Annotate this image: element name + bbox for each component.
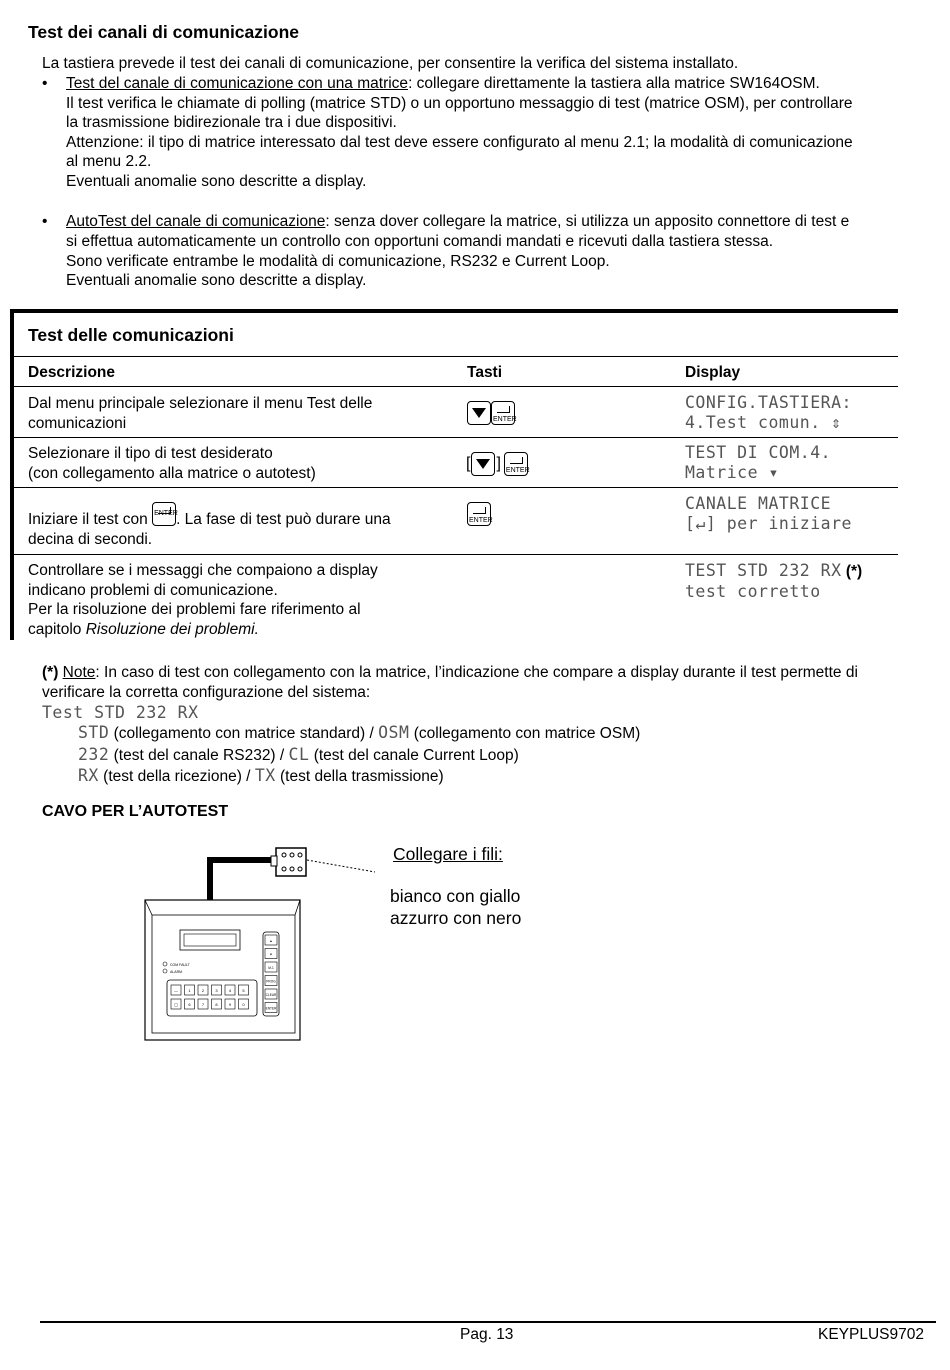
keypad-key-label: 4 (228, 988, 232, 993)
row4-desc-line4b: Risoluzione dei problemi. (85, 620, 259, 638)
enter-key-icon: ENTER (152, 502, 176, 526)
bullet-dot: • (42, 75, 48, 92)
bullet1-line3: la trasmissione bidirezionale tra i due dispositivi. (66, 114, 397, 131)
row4-lcd-line2: test corretto (685, 582, 821, 601)
down-arrow-key-icon (471, 452, 495, 476)
keypad-side-key-label: CLEAR (265, 993, 277, 997)
keypad-key-label: 5 (242, 988, 245, 993)
note-legend (78, 723, 640, 788)
row1-keys (467, 401, 515, 425)
legend-cl: CL (288, 744, 310, 764)
row2-desc-line1: Selezionare il tipo di test desiderato (28, 445, 273, 462)
down-arrow-key-icon (467, 401, 491, 425)
led2-label: ALARM (170, 970, 183, 974)
bullet2-title: AutoTest del canale di comunicazione (66, 213, 326, 230)
table-row (28, 561, 448, 639)
header-display: Display (685, 364, 741, 381)
keypad-side-key-label: ENTER (265, 1006, 277, 1011)
keypad-key-label: 7 (201, 1002, 205, 1007)
legend-osm: OSM (378, 723, 410, 742)
legend-232: 232 (78, 744, 110, 764)
bullet1-line5: al menu 2.2. (66, 153, 152, 170)
header-tasti: Tasti (467, 364, 503, 381)
table-divider (14, 487, 898, 488)
bullet2-body (66, 232, 946, 291)
connect-title: Collegare i fili: (393, 844, 503, 864)
keypad-key-label: 1 (188, 988, 191, 993)
keypad-side-key-label: M-1 (268, 966, 274, 970)
keypad-key-label: 2 (201, 988, 205, 993)
bullet1-line4: Attenzione: il tipo di matrice interessato dal test deve essere configurato al menu 2.1; la modalità di comunicazione (66, 133, 853, 151)
keypad-key-label: 3 (215, 988, 218, 993)
note (42, 663, 942, 702)
enter-key-icon: ENTER (491, 401, 515, 425)
keypad-key-label: 8 (215, 1002, 218, 1007)
table-divider (14, 437, 898, 438)
intro-text: La tastiera prevede il test dei canali di comunicazione, per consentire la verifica del sistema installato. (42, 55, 739, 72)
row4-lcd-line1: TEST STD 232 RX (685, 561, 842, 580)
table-divider (14, 554, 898, 555)
row3-keys (467, 502, 491, 526)
row4-lcd-mark: (*) (841, 563, 863, 580)
row3-desc-a: Iniziare il test con (28, 511, 153, 528)
bullet1-text: : collegare direttamente la tastiera alla matrice SW164OSM. (408, 75, 820, 92)
row2-desc-line2: (con collegamento alla matrice o autotest) (28, 464, 316, 482)
bullet2 (66, 212, 936, 232)
enter-key-icon: ENTER (467, 502, 491, 526)
row2-lcd-line2: Matrice ▾ (685, 463, 779, 482)
row2-keys: [ ] ENTER (466, 452, 528, 476)
cable-wire (210, 860, 275, 900)
row3-lcd-line2: [↵] per iniziare (685, 514, 852, 533)
table-left-rule (10, 309, 14, 640)
note-text1: : In caso di test con collegamento con la matrice, l’indicazione che compare a display durante il test permette di (95, 664, 858, 681)
row1-desc-line2: comunicazioni (28, 414, 127, 432)
keypad-side-key-label: ▼ (269, 952, 273, 957)
row1-lcd-line1: CONFIG.TASTIERA: (685, 393, 852, 412)
row4-display (685, 561, 862, 602)
keypad-key-label: — (174, 988, 178, 993)
keypad-illustration (140, 840, 390, 1045)
bullet1 (66, 74, 936, 191)
note-text2: verificare la corretta configurazione del sistema: (42, 683, 371, 701)
cable-title: CAVO PER L’AUTOTEST (42, 803, 229, 820)
table-divider (14, 356, 898, 357)
enter-key-icon: ENTER (504, 452, 528, 476)
table-divider (14, 386, 898, 387)
section-title: Test dei canali di comunicazione (28, 22, 299, 42)
legend-tx-desc: (test della trasmissione) (275, 768, 444, 785)
table-row (28, 394, 448, 433)
row3-lcd-line1: CANALE MATRICE (685, 494, 832, 513)
led1-label: COM FAULT (170, 963, 190, 967)
row1-display (685, 393, 852, 433)
keypad-side-key-label: ▲ (269, 939, 273, 943)
row3-desc-line2: decina di secondi. (28, 530, 153, 548)
legend-osm-desc: (collegamento con matrice OSM) (409, 725, 641, 742)
header-descrizione: Descrizione (28, 364, 116, 381)
table-title: Test delle comunicazioni (28, 325, 234, 345)
bullet2-line3: Sono verificate entrambe le modalità di comunicazione, RS232 e Current Loop. (66, 252, 610, 270)
row1-desc-line1: Dal menu principale selezionare il menu Test delle (28, 395, 373, 412)
note-lcd-example: Test STD 232 RX (42, 703, 199, 722)
wire1: bianco con giallo (390, 886, 521, 906)
keypad-key-label: ▢ (174, 1002, 178, 1007)
table-top-rule (10, 309, 898, 313)
test-connector-icon (276, 848, 306, 876)
row4-desc-line4a: capitolo (28, 620, 86, 638)
doc-code: KEYPLUS9702 (818, 1326, 924, 1343)
legend-tx: TX (254, 766, 276, 785)
legend-rx-desc: (test della ricezione) / (98, 768, 255, 785)
bullet2-text: : senza dover collegare la matrice, si utilizza un apposito connettore di test e (325, 213, 850, 230)
row4-desc-line1: Controllare se i messaggi che compaiono a display (28, 562, 378, 579)
table-row (28, 444, 448, 483)
row1-lcd-line2: 4.Test comun. ⇕ (685, 413, 842, 432)
bullet2-line4: Eventuali anomalie sono descritte a display. (66, 272, 367, 289)
row2-lcd-line1: TEST DI COM.4. (685, 443, 832, 462)
keypad-key-label: 0 (242, 1002, 245, 1007)
bullet1-line6: Eventuali anomalie sono descritte a display. (66, 172, 367, 190)
note-mark: (*) (42, 664, 59, 681)
row2-display (685, 443, 831, 483)
wire-list (390, 886, 521, 929)
bullet2-line2: si effettua automaticamente un controllo con opportuni comandi mandati e ricevuti dalla tastiera stessa. (66, 233, 774, 250)
row3-display (685, 494, 852, 534)
row3-desc-b: . La fase di test può durare una (176, 511, 391, 528)
legend-cl-desc: (test del canale Current Loop) (309, 746, 519, 764)
legend-std-desc: (collegamento con matrice standard) / (109, 725, 379, 742)
note-label: Note (62, 664, 96, 681)
bullet1-line2: Il test verifica le chiamate di polling (matrice STD) o un opportuno messaggio di test (matrice OSM), per controllare (66, 94, 853, 112)
legend-232-desc: (test del canale RS232) / (109, 746, 289, 764)
row4-desc-line2: indicano problemi di comunicazione. (28, 581, 278, 599)
bullet1-title: Test del canale di comunicazione con una matrice (66, 75, 409, 92)
footer-rule (40, 1321, 936, 1323)
keypad-side-key-label: PROG (266, 979, 276, 984)
keypad-key-label: 9 (228, 1002, 232, 1007)
table-row (28, 510, 448, 549)
leader-line (307, 860, 375, 872)
wire2: azzurro con nero (390, 907, 522, 928)
keypad-key-label: 6 (188, 1002, 191, 1007)
row4-desc-line3: Per la risoluzione dei problemi fare riferimento al (28, 601, 361, 618)
legend-std: STD (78, 723, 110, 742)
bullet-dot: • (42, 213, 48, 230)
legend-rx: RX (78, 766, 99, 785)
page-number: Pag. 13 (460, 1326, 514, 1343)
